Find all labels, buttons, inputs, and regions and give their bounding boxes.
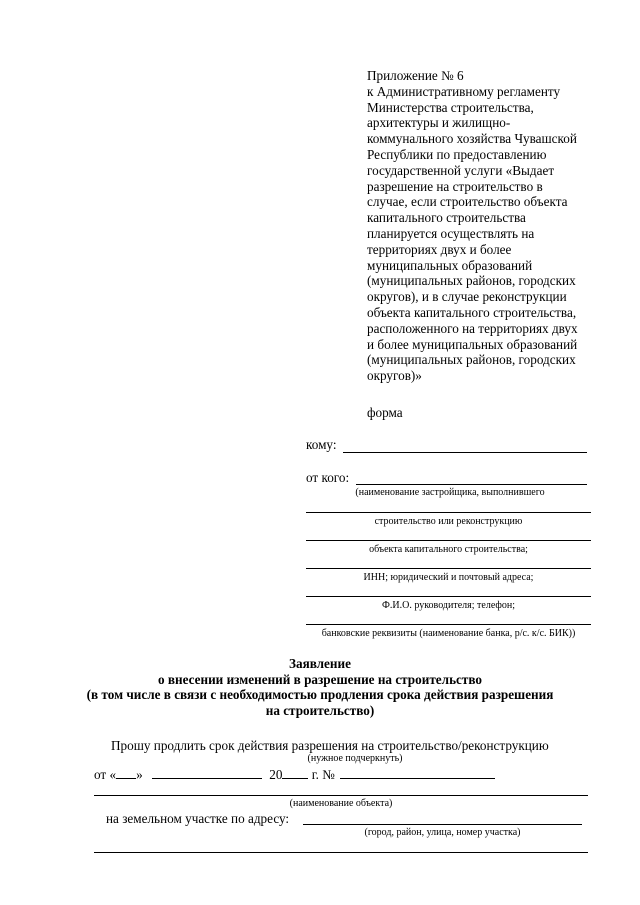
annex-line: и более муниципальных образований [367, 336, 578, 352]
request-caption: (нужное подчеркнуть) [307, 753, 403, 764]
address-field-line-2[interactable] [94, 852, 588, 853]
forma-label: форма [367, 405, 403, 420]
from-field-line-6[interactable] [306, 624, 591, 625]
annex-line: капитального строительства [367, 210, 526, 226]
annex-line: округов)» [367, 368, 422, 384]
day-field[interactable] [116, 766, 136, 779]
from-caption-bank: банковские реквизиты (наименование банка, р/с. к/с. БИК)) [321, 628, 576, 639]
annex-line: Республики по предоставлению [367, 146, 547, 162]
annex-header [367, 68, 607, 384]
year-field[interactable] [282, 766, 308, 779]
annex-line: территориях двух и более [367, 241, 512, 257]
year-prefix: 20 [269, 767, 283, 782]
from-caption-director: Ф.И.О. руководителя; телефон; [381, 600, 515, 611]
annex-line: планируется осуществлять на [367, 225, 535, 241]
annex-line: Приложение № 6 [367, 68, 464, 83]
from-field-line[interactable] [356, 484, 587, 485]
date-prefix: от « [94, 767, 117, 782]
title-line: Заявление [289, 656, 351, 671]
document-title [40, 656, 600, 718]
annex-line: разрешение на строительство в [367, 178, 543, 194]
address-label: на земельном участке по адресу: [106, 811, 290, 826]
to-label: кому: [306, 437, 337, 452]
to-field-line[interactable] [343, 452, 587, 453]
from-field-line-3[interactable] [306, 540, 591, 541]
title-line: (в том числе в связи с необходимостью продления срока действия разрешения [86, 687, 554, 703]
annex-line: (муниципальных районов, городских [367, 273, 576, 289]
date-mid: » [136, 767, 143, 782]
annex-line: объекта капитального строительства, [367, 304, 577, 320]
from-caption-developer: (наименование застройщика, выполнившего [355, 487, 545, 498]
annex-line: округов), и в случае реконструкции [367, 289, 567, 305]
number-label: г. № [311, 767, 335, 782]
object-name-field[interactable] [94, 795, 588, 796]
annex-line: к Административному регламенту [367, 83, 561, 99]
address-field[interactable] [303, 824, 582, 825]
annex-line: случае, если строительство объекта [367, 194, 568, 210]
from-caption-object: объекта капитального строительства; [369, 544, 528, 555]
from-field-line-2[interactable] [306, 512, 591, 513]
annex-line: государственной услуги «Выдает [367, 162, 555, 178]
annex-line: расположенного на территориях двух [367, 320, 578, 336]
title-line: о внесении изменений в разрешение на строительство [157, 671, 482, 687]
address-caption: (город, район, улица, номер участка) [364, 827, 521, 838]
from-label: от кого: [306, 470, 350, 485]
from-field-line-4[interactable] [306, 568, 591, 569]
from-caption-construction: строительство или реконструкцию [374, 516, 523, 527]
object-caption: (наименование объекта) [289, 798, 393, 809]
annex-line: Министерства строительства, [367, 99, 534, 115]
permit-number-field[interactable] [340, 766, 495, 779]
annex-line: коммунального хозяйства Чувашской [367, 131, 577, 147]
annex-line: муниципальных образований [367, 257, 533, 273]
from-caption-inn: ИНН; юридический и почтовый адреса; [363, 572, 534, 583]
request-text: Прошу продлить срок действия разрешения на строительство/реконструкцию [111, 738, 549, 753]
date-row [94, 766, 495, 783]
title-line: на строительство) [265, 702, 375, 718]
from-field-line-5[interactable] [306, 596, 591, 597]
month-field[interactable] [152, 766, 262, 779]
annex-line: (муниципальных районов, городских [367, 352, 576, 368]
annex-line: архитектуры и жилищно- [367, 115, 511, 131]
